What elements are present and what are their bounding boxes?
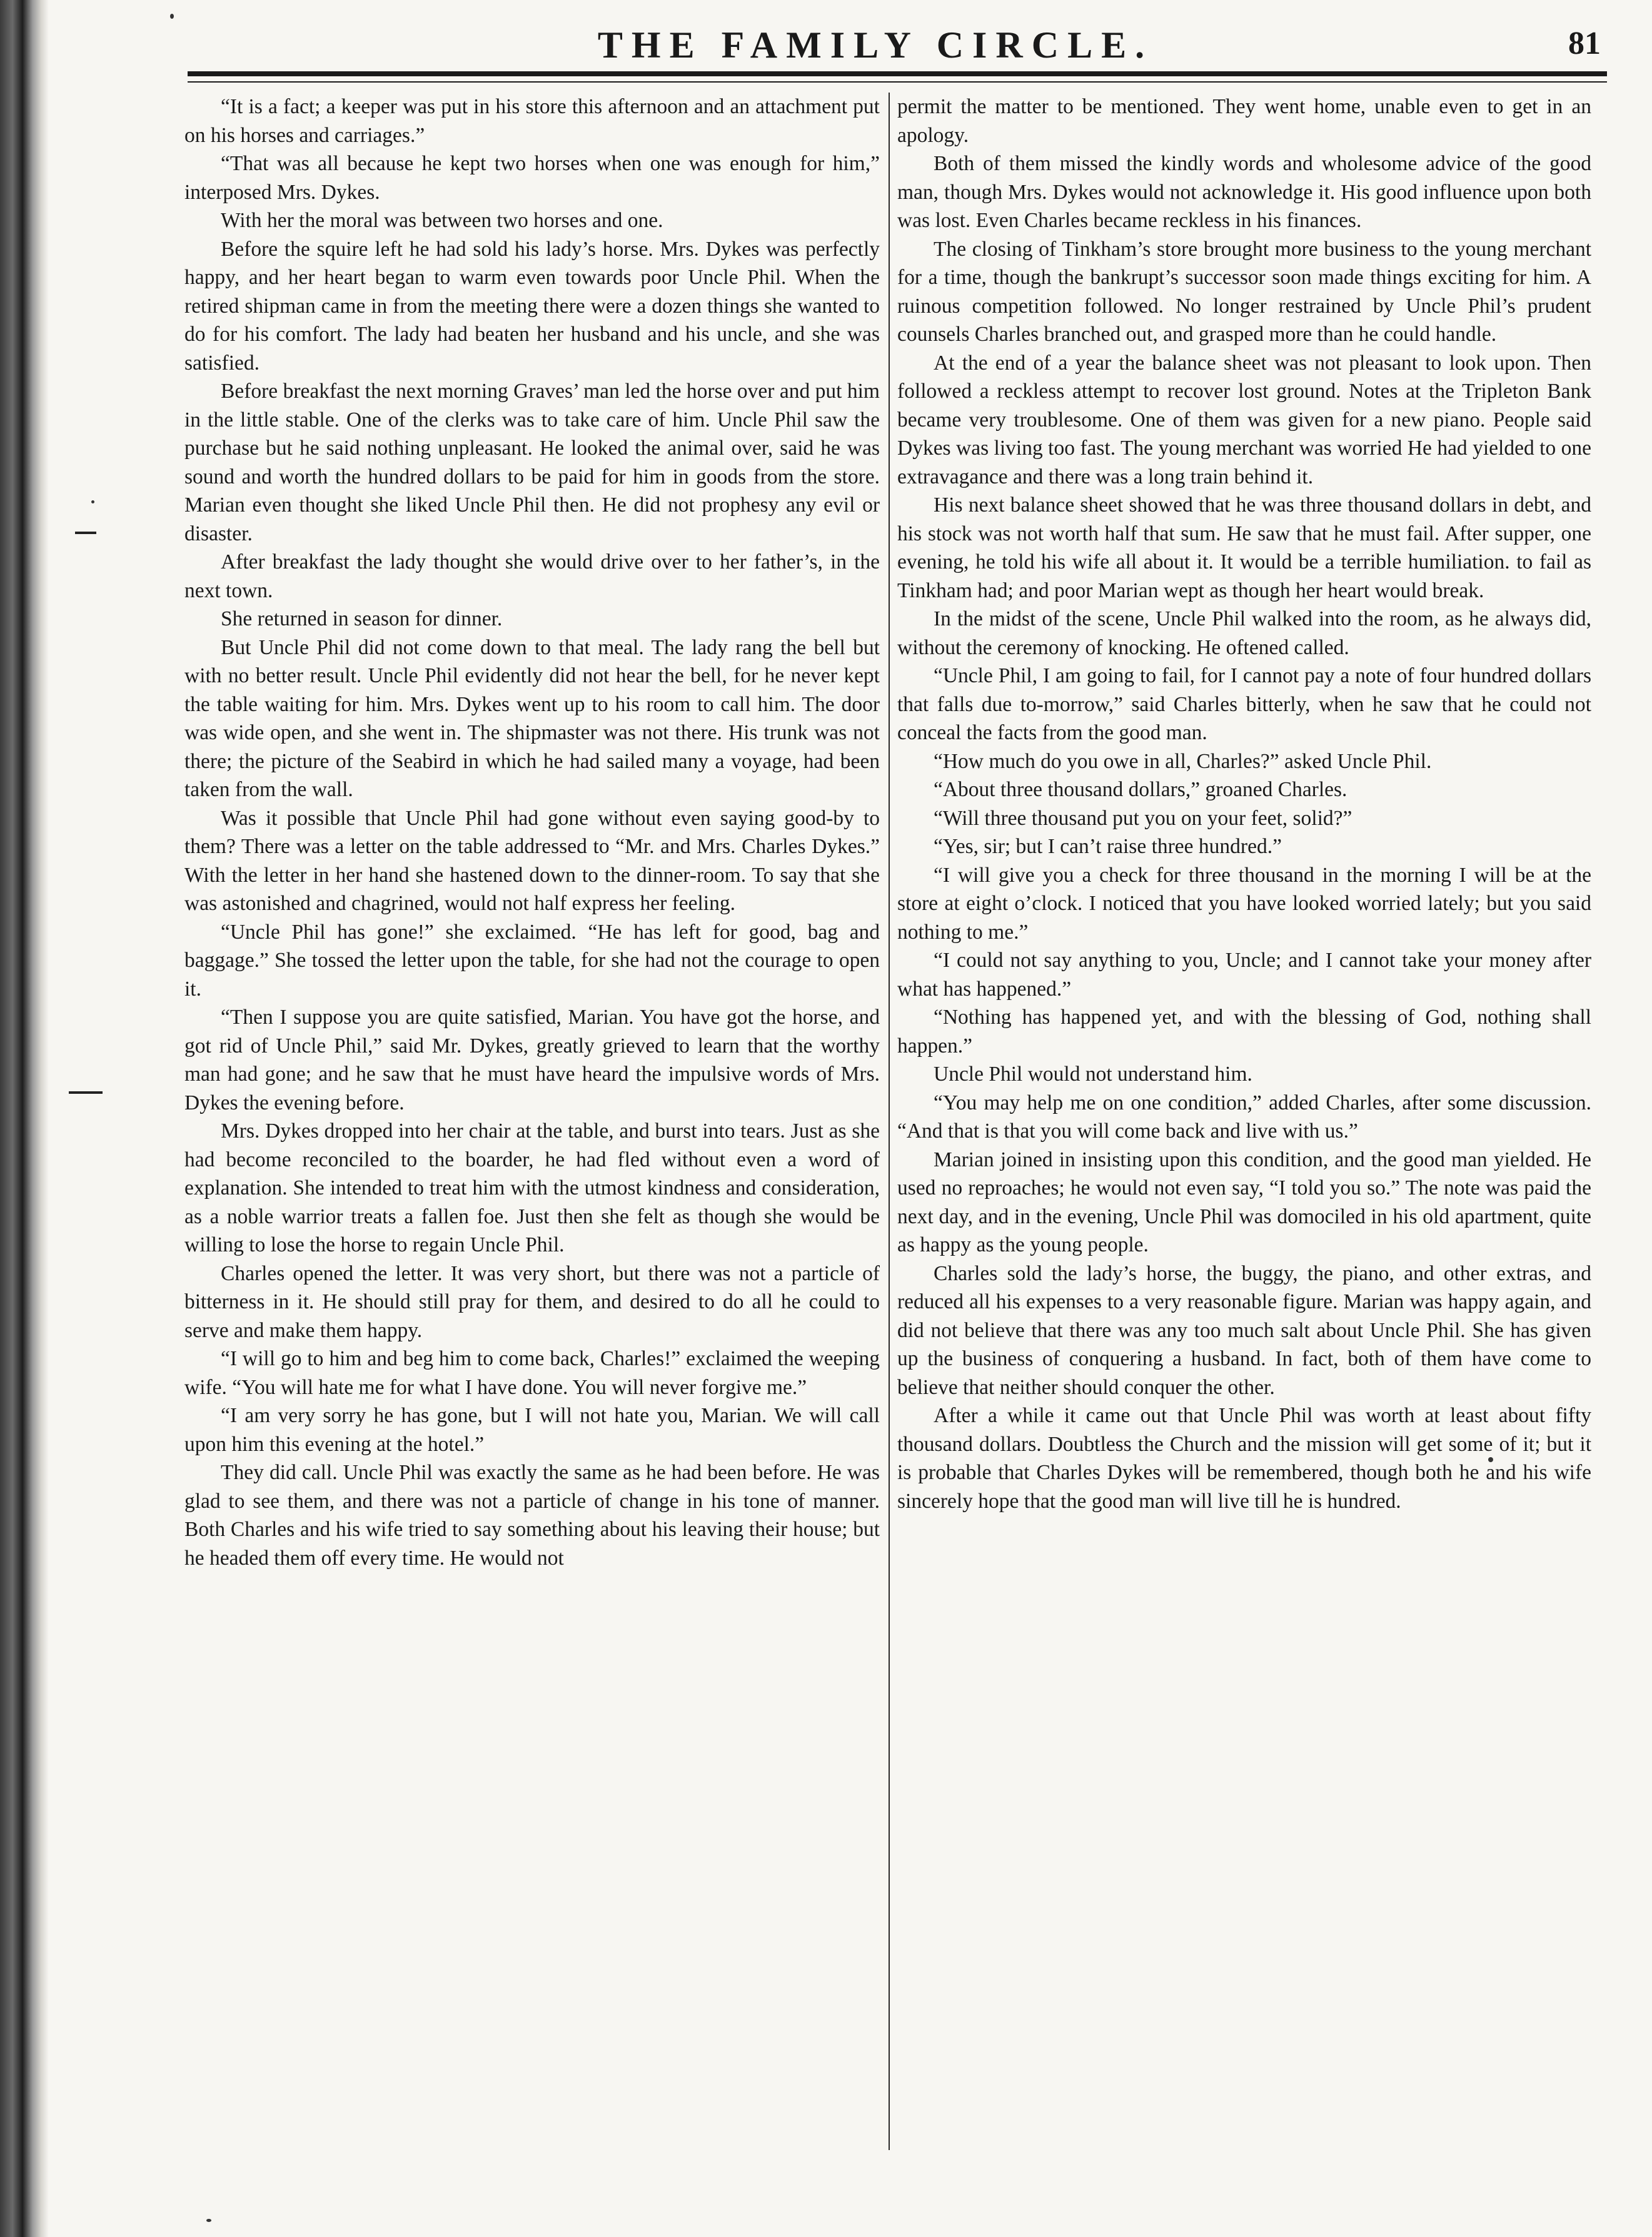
margin-speck bbox=[91, 500, 94, 503]
paragraph: “Uncle Phil has gone!” she exclaimed. “He has left for good, bag and baggage.” She tossed the letter upon the table, for she had not the courage to open it. bbox=[184, 920, 880, 1001]
paragraph: At the end of a year the balance sheet was not pleasant to look upon. Then followed a reckless attempt to recover lost ground. Notes at the Tripleton Bank became very troublesome. One of them was given for a new piano. People said Dykes was living too fast. The young merchant was worried He had yielded to one extravagance and there was a long train behind it. bbox=[897, 351, 1591, 488]
paragraph: “About three thousand dollars,” groaned Charles. bbox=[934, 778, 1347, 801]
paragraph: “I will give you a check for three thousand in the morning I will be at the store at eight o’clock. I noticed that you have looked worried lately; but you said nothing to me.” bbox=[897, 863, 1591, 944]
paragraph-continued: permit the matter to be mentioned. They went home, unable even to get in an apology. bbox=[897, 95, 1591, 147]
paragraph: “Yes, sir; but I can’t raise three hundred.” bbox=[934, 835, 1282, 858]
page-number: 81 bbox=[1568, 26, 1601, 61]
paragraph: After a while it came out that Uncle Phil was worth at least about fifty thousand dollars. Doubtless the Church and the mission will get some of it; but it is probable that Charles Dykes will be remembered, though both he and his wife sincerely hope that the good man will live till he is hundred. bbox=[897, 1404, 1591, 1513]
paragraph: “You may help me on one condition,” added Charles, after some discussion. “And that is that you will come back and live with us.” bbox=[897, 1091, 1591, 1143]
paragraph: After breakfast the lady thought she would drive over to her father’s, in the next town. bbox=[184, 550, 880, 602]
paragraph: She returned in season for dinner. bbox=[221, 607, 503, 630]
right-column bbox=[897, 93, 1591, 2175]
paragraph: With her the moral was between two horses and one. bbox=[221, 209, 663, 232]
paragraph: Both of them missed the kindly words and wholesome advice of the good man, though Mrs. Dykes would not acknowledge it. His good influence upon both was lost. Even Charles became reckless in his finances. bbox=[897, 152, 1591, 232]
paragraph: His next balance sheet showed that he was three thousand dollars in debt, and his stock was not worth half that sum. He saw that he must fail. After supper, one evening, he told his wife all about it. It would be a terrible humiliation. to fail as Tinkham had; and poor Marian wept as though her heart would break. bbox=[897, 493, 1591, 602]
header-rule-thick bbox=[188, 71, 1607, 76]
paragraph: “Will three thousand put you on your feet, solid?” bbox=[934, 806, 1352, 830]
paragraph: “It is a fact; a keeper was put in his store this afternoon and an attachment put on his horses and carriages.” bbox=[184, 95, 880, 147]
margin-speck bbox=[206, 2219, 211, 2222]
margin-mark bbox=[69, 1091, 103, 1094]
paragraph: Charles opened the letter. It was very short, but there was not a particle of bitterness in it. He should still pray for them, and desired to do all he could to serve and make them happy. bbox=[184, 1261, 880, 1342]
paragraph: “I am very sorry he has gone, but I will not hate you, Marian. We will call upon him this evening at the hotel.” bbox=[184, 1404, 880, 1456]
paragraph: “That was all because he kept two horses when one was enough for him,” interposed Mrs. Dykes. bbox=[184, 152, 880, 204]
publication-title: THE FAMILY CIRCLE. bbox=[597, 24, 1154, 66]
paragraph: “Then I suppose you are quite satisfied, Marian. You have got the horse, and got rid of Uncle Phil,” said Mr. Dykes, greatly grieved to learn that the worthy man had gone; and he saw that he must have heard the impulsive words of Mrs. Dykes the evening before. bbox=[184, 1006, 880, 1114]
paragraph: They did call. Uncle Phil was exactly the same as he had been before. He was glad to see them, and there was not a particle of change in his tone of manner. Both Charles and his wife tried to say something about his leaving their house; but he headed them off every time. He would not bbox=[184, 1461, 880, 1570]
paragraph: Uncle Phil would not understand him. bbox=[934, 1063, 1252, 1086]
paragraph: Was it possible that Uncle Phil had gone without even saying good-by to them? There was a letter on the table addressed to “Mr. and Mrs. Charles Dykes.” With the letter in her hand she hastened down to the dinner-room. To say that she was astonished and chagrined, would not half express her feeling. bbox=[184, 806, 880, 915]
header-rule-thin bbox=[188, 81, 1607, 83]
paragraph: “I could not say anything to you, Uncle; and I cannot take your money after what has happened.” bbox=[897, 949, 1591, 1001]
paragraph: Charles sold the lady’s horse, the buggy, the piano, and other extras, and reduced all his expenses to a very reasonable figure. Marian was happy again, and did not believe that there was any too much salt about Uncle Phil. She has given up the business of conquering a husband. In fact, both of them have come to believe that neither should conquer the other. bbox=[897, 1261, 1591, 1399]
paragraph: “Uncle Phil, I am going to fail, for I cannot pay a note of four hundred dollars that falls due to-morrow,” said Charles bitterly, when he saw that he could not conceal the facts from the good man. bbox=[897, 664, 1591, 744]
paragraph: Mrs. Dykes dropped into her chair at the table, and burst into tears. Just as she had become reconciled to the boarder, he had fled without even a word of explanation. She intended to treat him with the utmost kindness and consideration, as a noble warrior treats a fallen foe. Just then she felt as though she would be willing to lose the horse to regain Uncle Phil. bbox=[184, 1119, 880, 1256]
paragraph: The closing of Tinkham’s store brought more business to the young merchant for a time, though the bankrupt’s successor soon made things exciting for him. A ruinous competition followed. No longer restrained by Uncle Phil’s prudent counsels Charles branched out, and grasped more than he could handle. bbox=[897, 237, 1591, 346]
paragraph: In the midst of the scene, Uncle Phil walked into the room, as he always did, without the ceremony of knocking. He oftened called. bbox=[897, 607, 1591, 659]
margin-speck bbox=[170, 14, 174, 19]
paragraph: “How much do you owe in all, Charles?” asked Uncle Phil. bbox=[934, 749, 1432, 773]
page-binding-edge bbox=[0, 0, 49, 2237]
paragraph: Before the squire left he had sold his lady’s horse. Mrs. Dykes was perfectly happy, and her heart began to warm even towards poor Uncle Phil. When the retired shipman came in from the meeting there were a dozen things she wanted to do for his comfort. The lady had beaten her husband and his uncle, and she was satisfied. bbox=[184, 237, 880, 375]
paragraph: “I will go to him and beg him to come back, Charles!” exclaimed the weeping wife. “You will hate me for what I have done. You will never forgive me.” bbox=[184, 1347, 880, 1399]
paragraph: Marian joined in insisting upon this condition, and the good man yielded. He used no reproaches; he would not even say, “I told you so.” The note was paid the next day, and in the evening, Uncle Phil was domociled in his old apartment, quite as happy as the young people. bbox=[897, 1148, 1591, 1256]
margin-mark bbox=[75, 532, 96, 534]
paragraph: Before breakfast the next morning Graves’ man led the horse over and put him in the little stable. One of the clerks was to take care of him. Uncle Phil saw the purchase but he said nothing unpleasant. He looked the animal over, said he was sound and worth the hundred dollars to be paid for him in goods from the store. Marian even thought she liked Uncle Phil then. He did not prophesy any evil or disaster. bbox=[184, 380, 880, 545]
left-column bbox=[184, 93, 880, 2175]
paragraph: But Uncle Phil did not come down to that meal. The lady rang the bell but with no better result. Uncle Phil evidently did not hear the bell, for he never kept the table waiting for him. Mrs. Dykes went up to his room to call him. The door was wide open, and she went in. The shipmaster was not there. His trunk was not there; the picture of the Seabird in which he had sailed many a voyage, had been taken from the wall. bbox=[184, 635, 880, 801]
paragraph: “Nothing has happened yet, and with the blessing of God, nothing shall happen.” bbox=[897, 1006, 1591, 1058]
column-divider bbox=[889, 93, 890, 2150]
